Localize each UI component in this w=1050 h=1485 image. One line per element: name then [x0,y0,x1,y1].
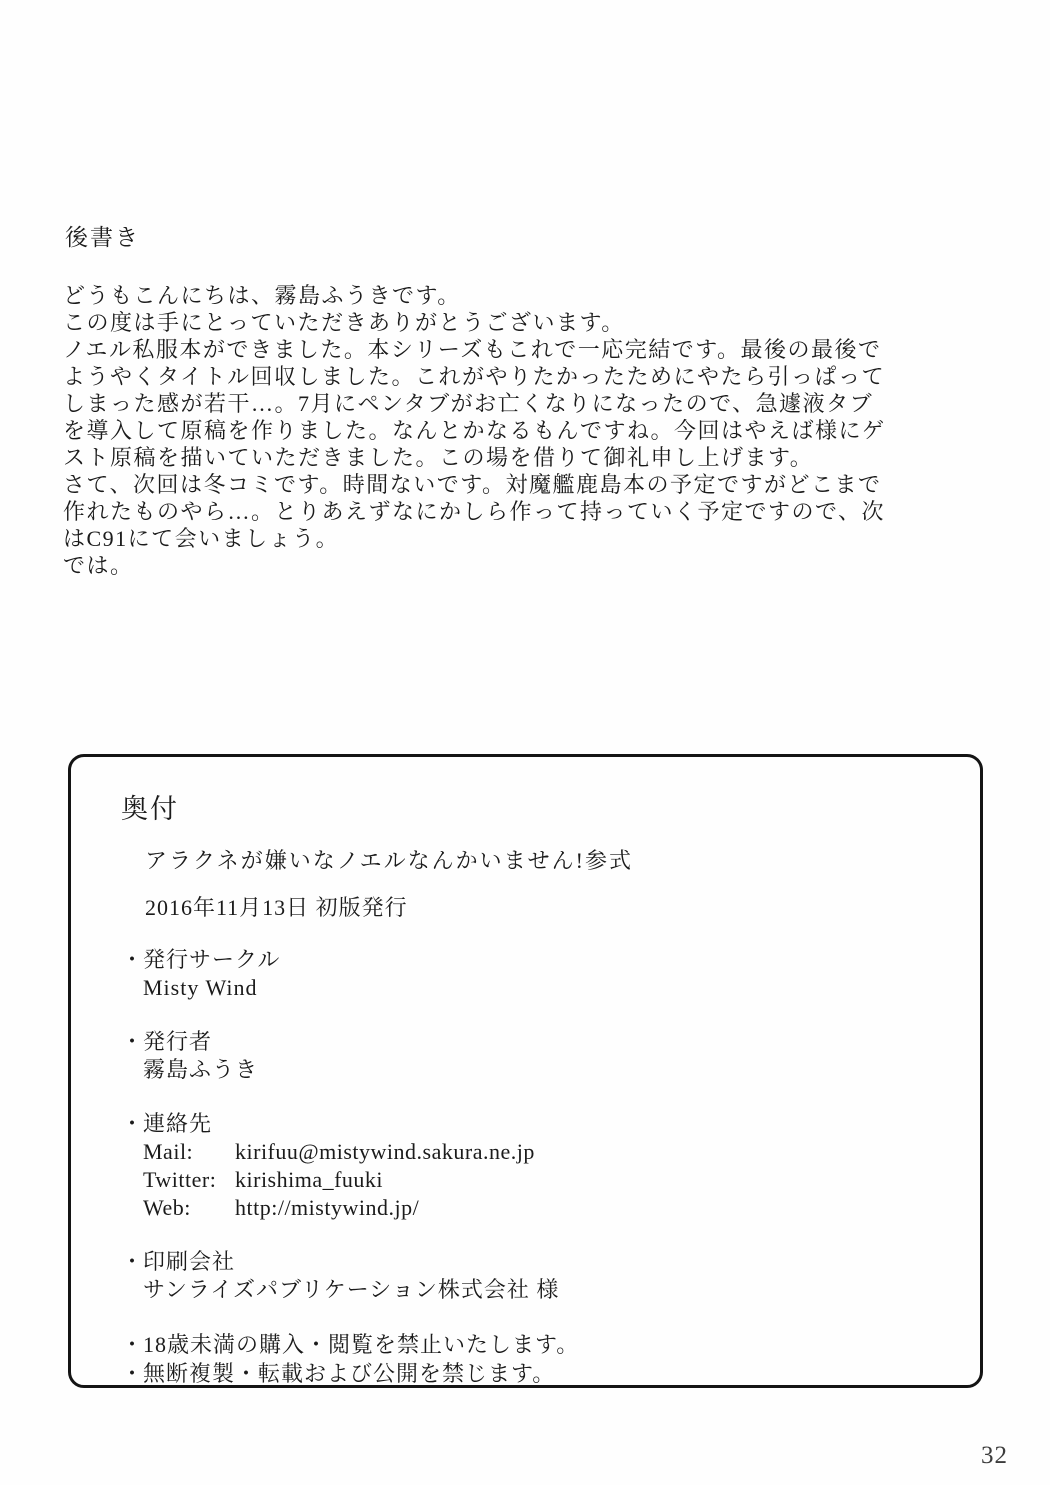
web-url: http://mistywind.jp/ [235,1195,420,1220]
printing-company-item [121,1248,950,1304]
printing-company-label [121,1248,950,1276]
contact-item [121,1110,950,1222]
afterword-line: この度は手にとっていただきありがとうございます。 [63,310,625,335]
mail-address: kirifuu@mistywind.sakura.ne.jp [235,1139,535,1164]
publisher-circle-value: Misty Wind [143,975,258,1000]
afterword-line: はC91にて会いましょう。 [63,526,340,551]
bullet-mark: ・ [121,947,145,972]
contact-row-web [143,1194,950,1222]
no-reproduction-notice [121,1359,950,1388]
notice-text: 無断複製・転載および公開を禁じます。 [143,1361,556,1386]
contact-label [121,1110,950,1138]
printing-company-value: サンライズパブリケーション株式会社 様 [143,1277,560,1302]
twitter-key: Twitter: [143,1167,217,1192]
afterword-line: スト原稿を描いていただきました。この場を借りて御礼申し上げます。 [63,445,814,470]
twitter-handle: kirishima_fuuki [235,1167,384,1192]
bullet-mark: ・ [121,1332,145,1357]
afterword-line: さて、次回は冬コミです。時間ないです。対魔艦鹿島本の予定ですがどこまで [63,472,882,497]
publisher-circle-item [121,946,950,1002]
page-number: 32 [981,1442,1008,1469]
afterword-line: を導入して原稿を作りました。なんとかなるもんですね。今回はやえば様にゲ [63,418,886,443]
age-restriction-notice [121,1330,950,1359]
afterword-line: ようやくタイトル回収しました。これがやりたかったためにやたら引っぱって [63,364,886,389]
contact-row-twitter [143,1166,950,1194]
section-label: 印刷会社 [143,1249,236,1274]
section-label: 発行サークル [143,947,281,972]
bullet-mark: ・ [121,1111,145,1136]
book-title: アラクネが嫌いなノエルなんかいません!参式 [145,848,634,873]
web-key: Web: [143,1195,191,1220]
afterword-line: しまった感が若干…。7月にペンタブがお亡くなりになったので、急遽液タブ [63,391,874,416]
contact-row-mail [143,1138,950,1166]
publisher-person-label [121,1028,950,1056]
section-label: 発行者 [143,1029,213,1054]
publisher-circle-label [121,946,950,974]
bullet-mark: ・ [121,1029,145,1054]
colophon-heading: 奥付 [121,794,179,824]
afterword-line: どうもこんにちは、霧島ふうきです。 [63,283,461,308]
legal-notices [121,1330,950,1388]
afterword-heading: 後書き [65,225,140,250]
section-label: 連絡先 [143,1111,213,1136]
bullet-mark: ・ [121,1249,145,1274]
publisher-person-item [121,1028,950,1084]
afterword-line: 作れたものやら…。とりあえずなにかしら作って持っていく予定ですので、次 [63,499,886,524]
afterword-line: ノエル私服本ができました。本シリーズもこれで一応完結です。最後の最後で [63,337,882,362]
afterword-line: では。 [63,553,134,578]
afterword-section [63,224,893,579]
bullet-mark: ・ [121,1361,145,1386]
mail-key: Mail: [143,1139,194,1164]
notice-text: 18歳未満の購入・閲覧を禁止いたします。 [143,1332,580,1357]
edition-date: 2016年11月13日 初版発行 [145,895,408,920]
colophon-content [71,757,980,1388]
publisher-person-value: 霧島ふうき [143,1057,259,1082]
afterword-body [63,282,893,579]
colophon-box [68,754,983,1388]
